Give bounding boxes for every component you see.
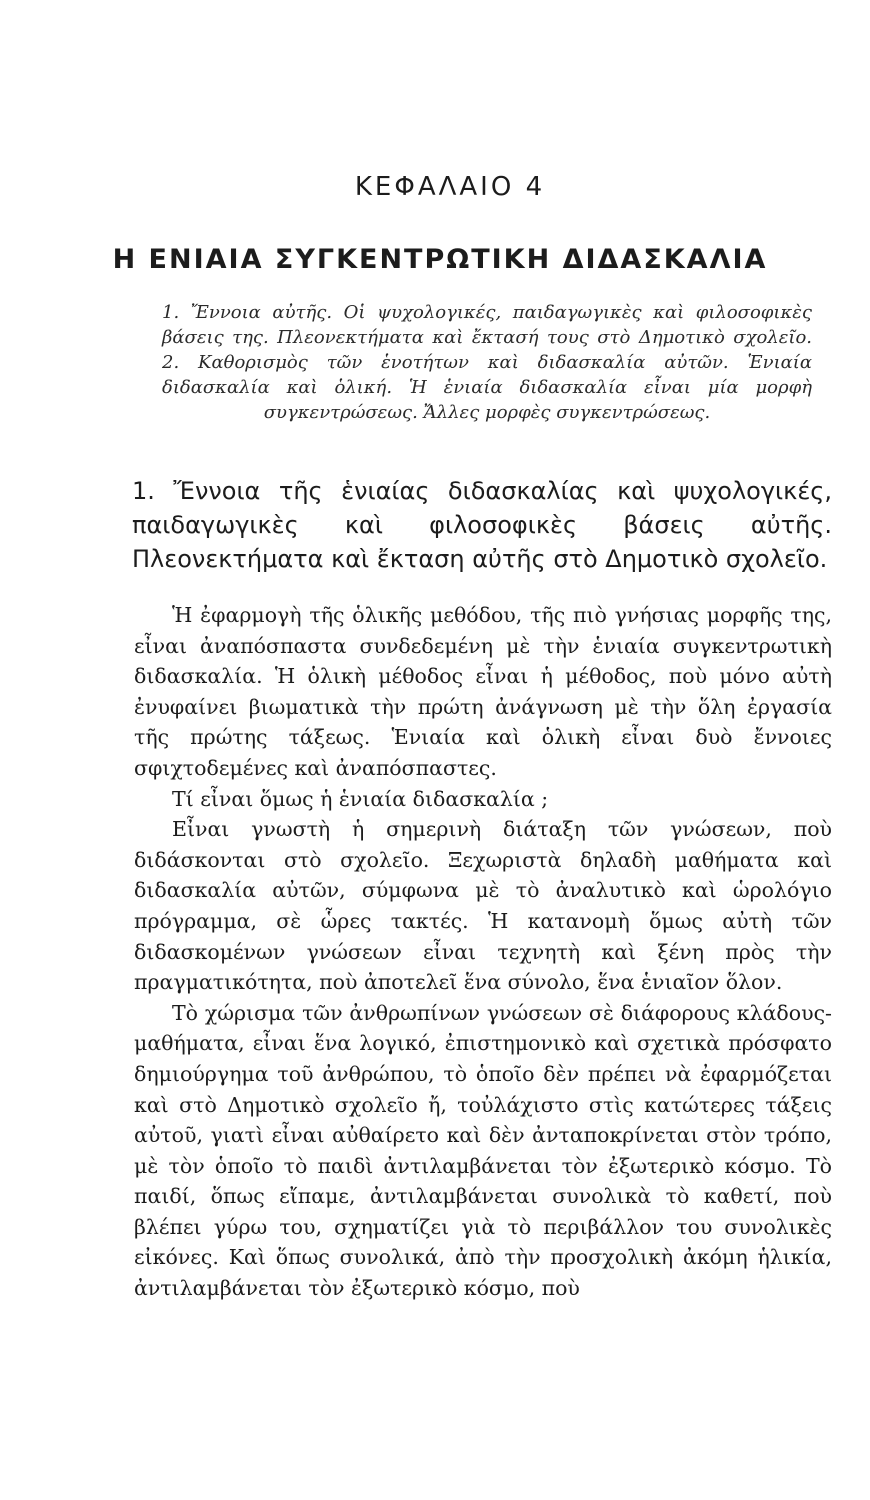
body-text	[134, 600, 832, 1304]
paragraph: Ἡ ἐφαρμογὴ τῆς ὁλικῆς μεθόδου, τῆς πιὸ γνήσιας μορφῆς της, εἶναι ἀναπόσπαστα συνδεδεμένη μὲ τὴν ἑνιαία συγκεντρωτικὴ διδασκαλία. Ἡ ὁλικὴ μέθοδος εἶναι ἡ μέθοδος, ποὺ μόνο αὐτὴ ἐνυφαίνει βιωματικὰ τὴν πρώτη ἀνάγνωση μὲ τὴν ὅλη ἐργασία τῆς πρώτης τάξεως. Ἑνιαία καὶ ὁλικὴ εἶναι δυὸ ἔννοιες σφιχτοδεμένες καὶ ἀναπόσπαστες.	[134, 603, 832, 780]
paragraph: Τί εἶναι ὅμως ἡ ἑνιαία διδασκαλία ;	[172, 786, 549, 811]
paragraph: Τὸ χώρισμα τῶν ἀνθρωπίνων γνώσεων σὲ διάφορους κλάδους-μαθήματα, εἶναι ἕνα λογικό, ἐπιστημονικὸ καὶ σχετικὰ πρόσφατο δημιούργημα τοῦ ἀνθρώπου, τὸ ὁποῖο δὲν πρέπει νὰ ἐφαρμόζεται καὶ στὸ Δημοτικὸ σχολεῖο ἤ, τοὐλάχιστο στὶς κατώτερες τάξεις αὐτοῦ, γιατὶ εἶναι αὐθαίρετο καὶ δὲν ἀνταποκρίνεται στὸν τρόπο, μὲ τὸν ὁποῖο τὸ παιδὶ ἀντιλαμβάνεται τὸν ἐξωτερικὸ κόσμο. Τὸ παιδί, ὅπως εἴπαμε, ἀντιλαμβάνεται συνολικὰ τὸ καθετί, ποὺ βλέπει γύρω του, σχηματίζει γιὰ τὸ περιβάλλον του συνολικὲς εἰκόνες. Καὶ ὅπως συνολικά, ἀπὸ τὴν προσχολικὴ ἀκόμη ἡλικία, ἀντιλαμβάνεται τὸν ἐξωτερικὸ κόσμο, ποὺ	[134, 1000, 832, 1301]
paragraph: Εἶναι γνωστὴ ἡ σημερινὴ διάταξη τῶν γνώσεων, ποὺ διδάσκονται στὸ σχολεῖο. Ξεχωριστὰ δηλαδὴ μαθήματα καὶ διδασκαλία αὐτῶν, σύμφωνα μὲ τὸ ἀναλυτικὸ καὶ ὡρολόγιο πρόγραμμα, σὲ ὧρες τακτές. Ἡ κατανομὴ ὅμως αὐτὴ τῶν διδασκομένων γνώσεων εἶναι τεχνητὴ καὶ ξένη πρὸς τὴν πραγματικότητα, ποὺ ἀποτελεῖ ἕνα σύνολο, ἕνα ἑνιαῖον ὅλον.	[134, 817, 832, 995]
chapter-label: ΚΕΦΑΛΑΙΟ 4	[354, 172, 546, 202]
chapter-synopsis: 1. Ἔννοια αὐτῆς. Οἱ ψυχολογικές, παιδαγωγικὲς καὶ φιλοσοφικὲς βάσεις της. Πλεονεκτήματα καὶ ἔκτασή τους στὸ Δημοτικὸ σχολεῖο. 2. Καθορισμὸς τῶν ἑνοτήτων καὶ διδασκαλία αὐτῶν. Ἑνιαία διδασκαλία καὶ ὁλική. Ἡ ἑνιαία διδασκαλία εἶναι μία μορφὴ συγκεντρώσεως. Ἄλλες μορφὲς συγκεντρώσεως.	[162, 302, 812, 423]
chapter-title: Η ΕΝΙΑΙΑ ΣΥΓΚΕΝΤΡΩΤΙΚΗ ΔΙΔΑΣΚΑΛΙΑ	[112, 244, 768, 275]
section-heading: 1. Ἔννοια τῆς ἑνιαίας διδασκαλίας καὶ ψυχολογικές, παιδαγωγικὲς καὶ φιλοσοφικὲς βάσεις αὐτῆς. Πλεονεκτήματα καὶ ἔκταση αὐτῆς στὸ Δημοτικὸ σχολεῖο.	[132, 477, 832, 573]
